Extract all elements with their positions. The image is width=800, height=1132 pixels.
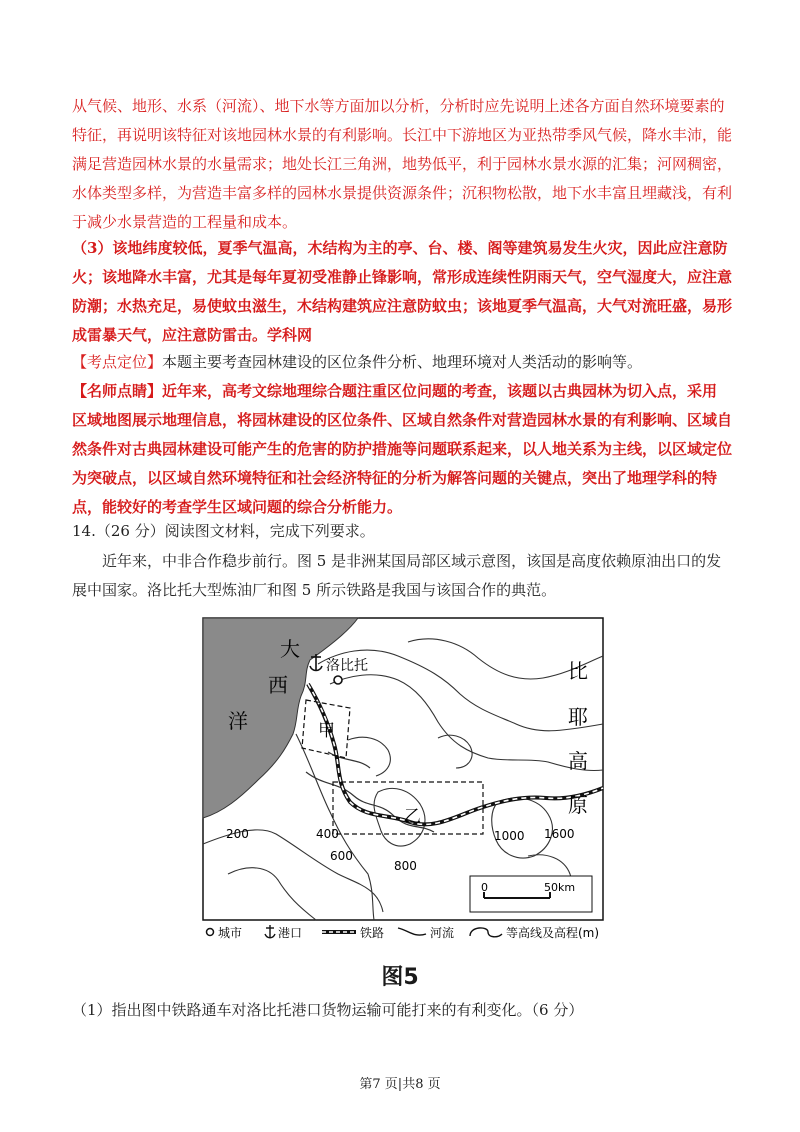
scale-distance-label: 50km [544,881,576,894]
legend-river-label: 河流 [430,926,455,940]
scale-zero-label: 0 [481,881,488,894]
region-jia-label: 甲 [318,721,335,741]
plateau-label-char-1: 比 [568,659,588,683]
region-map-figure [198,612,610,942]
question-14-sub-1: （1）指出图中铁路通车对洛比托港口货物运输可能打来的有利变化。（6 分） [72,1001,584,1019]
ocean-label-char-3: 洋 [228,709,248,733]
ocean-label-char-2: 西 [268,673,288,697]
legend-river-icon [398,928,426,935]
figure-caption: 图5 [381,965,419,990]
legend-city-icon [207,929,214,936]
region-yi-label: 乙 [404,807,421,827]
question-14-intro-text: 近年来，中非合作稳步前行。图 5 是非洲某国局部区域示意图，该国是高度依赖原油出口的发展中国家。洛比托大型炼油厂和图 5 所示铁路是我国与该国合作的典范。 [72,552,722,599]
region-map [198,612,610,942]
map-legend [207,925,600,940]
legend-railway-label: 铁路 [360,926,385,940]
plateau-label-char-2: 耶 [568,705,588,729]
answer-part-3: （3）该地纬度较低，夏季气温高，木结构为主的亭、台、楼、阁等建筑易发生火灾，因此应注意防火；该地降水丰富，尤其是每年夏初受准静止锋影响，常形成连续性阴雨天气，空气湿度大，应注意防潮；水热充足，易使蚊虫滋生，木结构建筑应注意防蚊虫；该地夏季气温高，大气对流旺盛，易形成雷暴天气，应注意防雷击。学科网 [72,239,733,344]
kaodian-tag: 【考点定位】 [72,353,163,371]
contour-label-1600: 1600 [544,827,575,841]
kaodian-text: 本题主要考查园林建设的区位条件分析、地理环境对人类活动的影响等。 [162,353,643,371]
mingshi-text: 近年来，高考文综地理综合题注重区位问题的考查，该题以古典园林为切入点，采用区域地图展示地理信息，将园林建设的区位条件、区域自然条件对营造园林水景的有利影响、区域自然条件对古典园林建设可能产生的危害的防护措施等问题联系起来，以人地关系为主线，以区域定位为突破点，以区域自然环境特征和社会经济特征的分析为解答问题的关键点，突出了地理学科的特点，能较好的考查学生区域问题的综合分析能力。 [72,382,733,516]
legend-contour-label: 等高线及高程(m) [506,926,600,940]
contour-label-600: 600 [330,849,353,863]
question-14-intro [72,547,732,605]
legend-contour-icon [470,928,502,937]
contour-label-200: 200 [226,827,249,841]
city-label: 洛比托 [326,658,368,674]
legend-port-label: 港口 [278,926,303,940]
plateau-label-char-3: 高 [568,749,588,773]
contour-label-400: 400 [316,827,339,841]
city-dot-icon [334,676,342,684]
mingshi-tag: 【名师点睛】 [72,382,163,400]
contour-label-1000: 1000 [494,829,525,843]
plateau-label-char-4: 原 [568,793,588,817]
legend-port-icon [265,925,275,938]
question-14-header: 14.（26 分）阅读图文材料，完成下列要求。 [72,522,375,540]
page-footer: 第7 页|共8 页 [359,1077,441,1092]
mingshi-paragraph [72,377,732,522]
contour-label-800: 800 [394,859,417,873]
ocean-label-char-1: 大 [280,637,300,661]
legend-city-label: 城市 [218,926,243,940]
kaodian-paragraph [72,348,732,377]
answer-part-1: 从气候、地形、水系（河流）、地下水等方面加以分析，分析时应先说明上述各方面自然环境要素的特征，再说明该特征对该地园林水景的有利影响。长江中下游地区为亚热带季风气候，降水丰沛，能满足营造园林水景的水量需求；地处长江三角洲，地势低平，利于园林水景水源的汇集；河网稠密，水体类型多样，为营造丰富多样的园林水景提供资源条件；沉积物松散，地下水丰富且埋藏浅，有利于减少水景营造的工程量和成本。 [72,97,733,231]
